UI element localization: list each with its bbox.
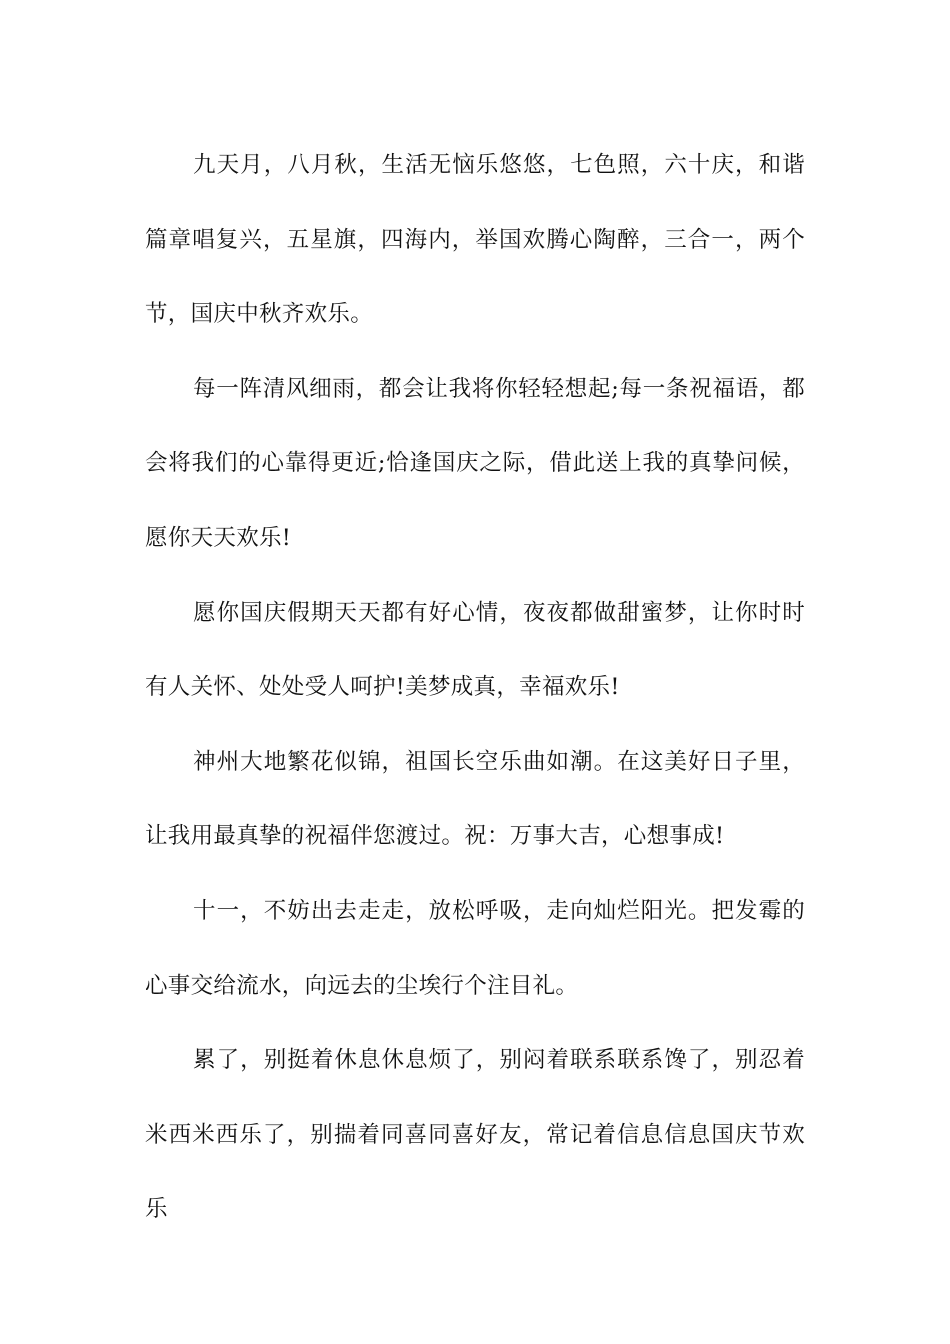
paragraph-5: 十一，不妨出去走走，放松呼吸，走向灿烂阳光。把发霉的心事交给流水，向远去的尘埃行个注目礼。 <box>145 897 805 999</box>
paragraph-6: 累了，别挺着休息休息烦了，别闷着联系联系馋了，别忍着米西米西乐了，别揣着同喜同喜好友，常记着信息信息国庆节欢乐 <box>145 1047 805 1223</box>
document-body <box>145 128 805 1247</box>
paragraph-3: 愿你国庆假期天天都有好心情，夜夜都做甜蜜梦，让你时时有人关怀、处处受人呵护!美梦成真，幸福欢乐! <box>145 599 805 701</box>
paragraph-4: 神州大地繁花似锦，祖国长空乐曲如潮。在这美好日子里，让我用最真挚的祝福伴您渡过。祝：万事大吉，心想事成! <box>145 748 805 850</box>
paragraph-2: 每一阵清风细雨，都会让我将你轻轻想起;每一条祝福语，都会将我们的心靠得更近;恰逢国庆之际，借此送上我的真挚问候，愿你天天欢乐! <box>145 375 805 551</box>
paragraph-1: 九天月，八月秋，生活无恼乐悠悠，七色照，六十庆，和谐篇章唱复兴，五星旗，四海内，举国欢腾心陶醉，三合一，两个节，国庆中秋齐欢乐。 <box>145 152 805 328</box>
